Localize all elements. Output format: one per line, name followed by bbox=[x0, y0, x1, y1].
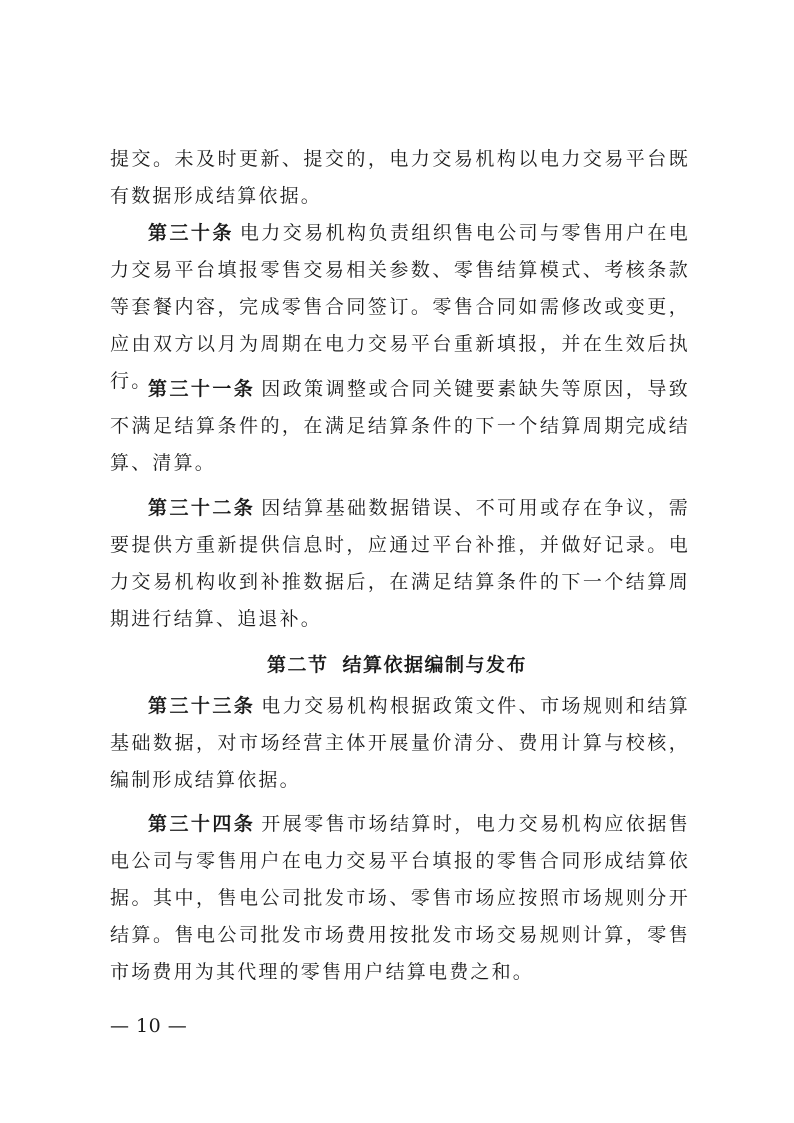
article-text: 电力交易机构负责组织售电公司与零售用户在电力交易平台填报零售交易相关参数、零售结算模式、考核条款等套餐内容，完成零售合同签订。零售合同如需修改或变更，应由双方以月为周期在电力交易平台重新填报，并在生效后执行。 bbox=[110, 222, 691, 392]
article-heading: 第三十一条 bbox=[148, 378, 256, 400]
article-31 bbox=[110, 371, 690, 482]
section-title bbox=[0, 647, 794, 684]
article-text: 开展零售市场结算时，电力交易机构应依据售电公司与零售用户在电力交易平台填报的零售合同形成结算依据。其中，售电公司批发市场、零售市场应按照市场规则分开结算。售电公司批发市场费用按批发市场交易规则计算，零售市场费用为其代理的零售用户结算电费之和。 bbox=[110, 813, 690, 983]
page-number: — 10 — bbox=[110, 1015, 188, 1037]
article-32 bbox=[110, 490, 690, 638]
section-number: 第二节 bbox=[266, 654, 329, 676]
paragraph-text: 提交。未及时更新、提交的，电力交易机构以电力交易平台既有数据形成结算依据。 bbox=[110, 148, 690, 207]
article-heading: 第三十二条 bbox=[148, 497, 256, 519]
article-text: 电力交易机构根据政策文件、市场规则和结算基础数据，对市场经营主体开展量价清分、费用计算与校核，编制形成结算依据。 bbox=[110, 695, 690, 791]
article-33 bbox=[110, 688, 690, 799]
paragraph-continuation bbox=[110, 141, 690, 215]
article-34 bbox=[110, 806, 690, 991]
section-heading: 结算依据编制与发布 bbox=[342, 654, 528, 676]
article-heading: 第三十四条 bbox=[148, 813, 256, 835]
article-text: 因政策调整或合同关键要素缺失等原因，导致不满足结算条件的，在满足结算条件的下一个结算周期完成结算、清算。 bbox=[110, 378, 690, 474]
article-text: 因结算基础数据错误、不可用或存在争议，需要提供方重新提供信息时，应通过平台补推，并做好记录。电力交易机构收到补推数据后，在满足结算条件的下一个结算周期进行结算、追退补。 bbox=[110, 497, 690, 630]
article-heading: 第三十三条 bbox=[148, 695, 256, 717]
article-heading: 第三十条 bbox=[148, 222, 234, 244]
